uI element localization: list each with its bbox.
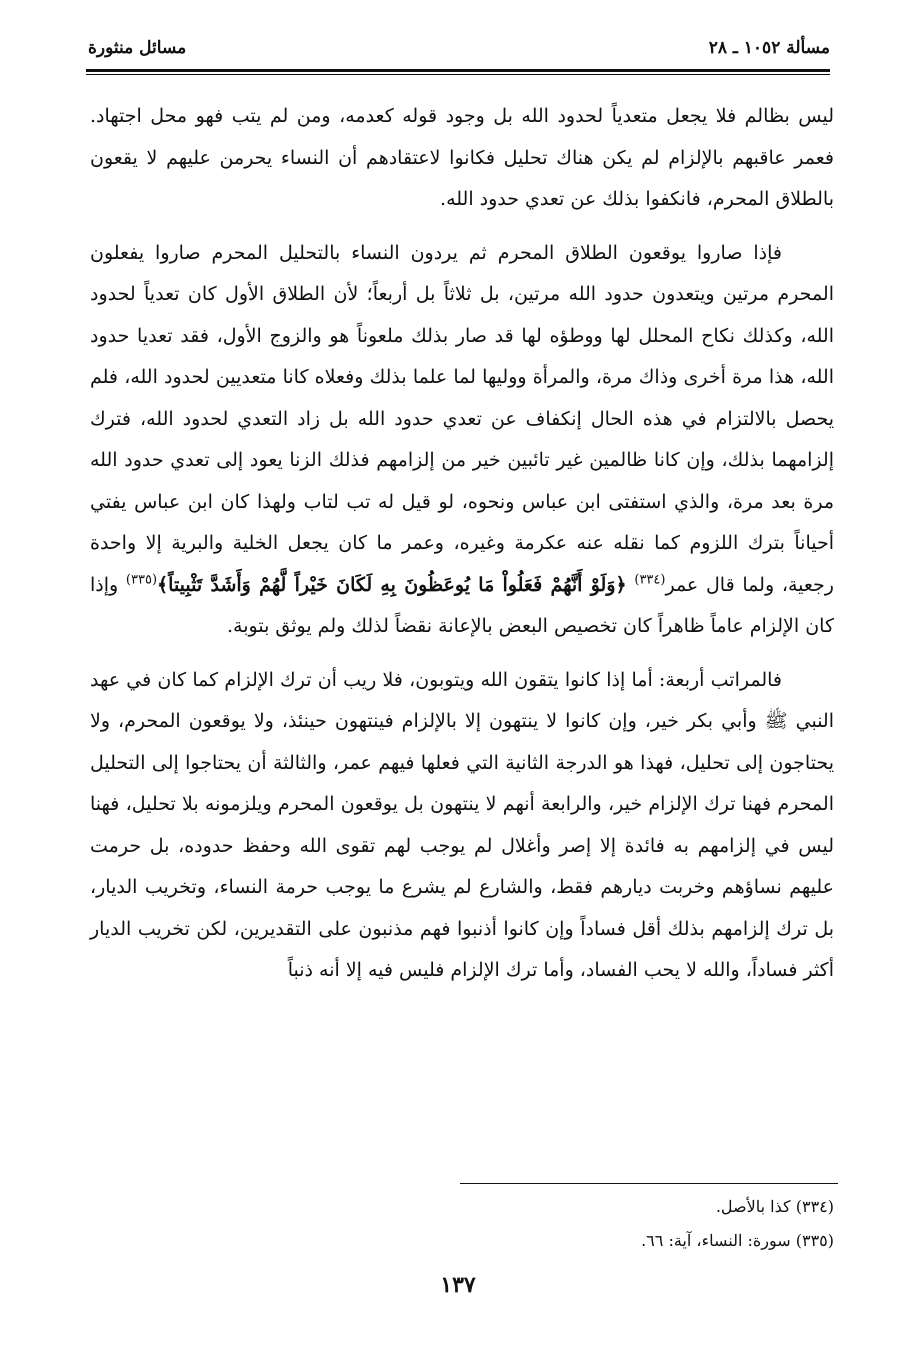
header-issue-title: مسألة ١٠٥٢ ـ ٢٨	[708, 38, 830, 58]
main-text	[90, 96, 834, 992]
footnote-ref-335: (٣٣٥)	[125, 572, 158, 588]
header-book-title: مسائل منثورة	[88, 38, 187, 58]
paragraph-2	[90, 233, 834, 648]
paragraph-3	[90, 660, 834, 992]
paragraph-3-text: فالمراتب أربعة: أما إذا كانوا يتقون الله ويتوبون، فلا ريب أن ترك الإلزام كما كان في عهد النبي ﷺ وأبي بكر خير، وإن كانوا لا ينتهون إلا بالإلزام فينتهون حينئذ، ولا يوقعون المحرم، ولا يحتاجون إلى تحليل، فهذا هو الدرجة الثانية التي فعلها فيهم عمر، والثالثة أن يحتاجوا إلى التحليل المحرم فهنا ترك الإلزام خير، والرابعة أنهم لا ينتهون بل يوقعون المحرم ويلزمونه بلا تحليل، فهنا ليس في إلزامهم به فائدة إلا إصر وأغلال لم يوجب لهم تقوى الله وحفظ حدوده، بل حرمت عليهم نساؤهم وخربت ديارهم فقط، والشارع لم يشرع ما يوجب حرمة النساء، وتخريب الديار، بل ترك إلزامهم بذلك أقل فساداً وإن كانوا أذنبوا فهم مذنبون على التقديرين، لكن تخريب الديار أكثر فساداً، والله لا يحب الفساد، وأما ترك الإلزام فليس فيه إلا أنه ذنباً	[90, 668, 834, 981]
footnote-335: (٣٣٥) سورة: النساء، آية: ٦٦.	[641, 1231, 834, 1250]
footnote-334: (٣٣٤) كذا بالأصل.	[715, 1197, 834, 1216]
footnote-separator	[460, 1183, 838, 1184]
quran-verse: ﴿وَلَوْ أَنَّهُمْ فَعَلُواْ مَا يُوعَظُونَ بِهِ لَكَانَ خَيْراً لَّهُمْ وَأَشَدَّ تَثْبِيتاً﴾	[157, 573, 627, 596]
page-number: ١٣٧	[440, 1272, 476, 1298]
header-rule-thick	[86, 69, 830, 72]
paragraph-1: ليس بظالم فلا يجعل متعدياً لحدود الله بل وجود قوله كعدمه، ومن لم يتب فهو محل اجتهاد. فعمر عاقبهم بالإلزام لم يكن هناك تحليل فكانوا لاعتقادهم أن النساء يحرمن عليهم لا يقعون بالطلاق المحرم، فانكفوا بذلك عن تعدي حدود الله.	[90, 105, 834, 210]
paragraph-2-text-a: فإذا صاروا يوقعون الطلاق المحرم ثم يردون النساء بالتحليل المحرم صاروا يفعلون المحرم مرتين ويتعدون حدود الله مرتين، بل ثلاثاً بل أربعاً؛ لأن الطلاق الأول كان تعدياً لحدود الله، وكذلك نكاح المحلل لها ووطؤه لها قد صار بذلك ملعوناً هو والزوج الأول، فقد تعديا حدود الله، هذا مرة أخرى وذاك مرة، والمرأة ووليها لما علما بذلك وفعلاه كانا متعديين لحدود الله، فلم يحصل بالالتزام في هذه الحال إنكفاف عن تعدي حدود الله بل زاد التعدي لحدود الله، فترك إلزامهما بذلك، وإن كانا ظالمين غير تائبين خير من إلزامهم فذلك الزنا يعود إلى تعدي حدود الله مرة بعد مرة، والذي استفتى ابن عباس ونحوه، لو قيل له تب لتاب ولهذا كان ابن عباس يفتي أحياناً بترك اللزوم كما نقله عنه عكرمة وغيره، وعمر ما كان يجعل الخلية والبرية إلا واحدة رجعية، ولما قال عمر	[90, 241, 834, 596]
paragraph-2-text-b: وإذا كان الإلزام عاماً ظاهراً كان تخصيص البعض بالإعانة نقضاً لذلك ولم يوثق بتوبة.	[90, 573, 834, 637]
running-header	[88, 38, 830, 70]
header-rule-thin	[86, 74, 830, 75]
footnotes	[460, 1190, 834, 1258]
footnote-ref-334: (٣٣٤)	[634, 572, 666, 588]
